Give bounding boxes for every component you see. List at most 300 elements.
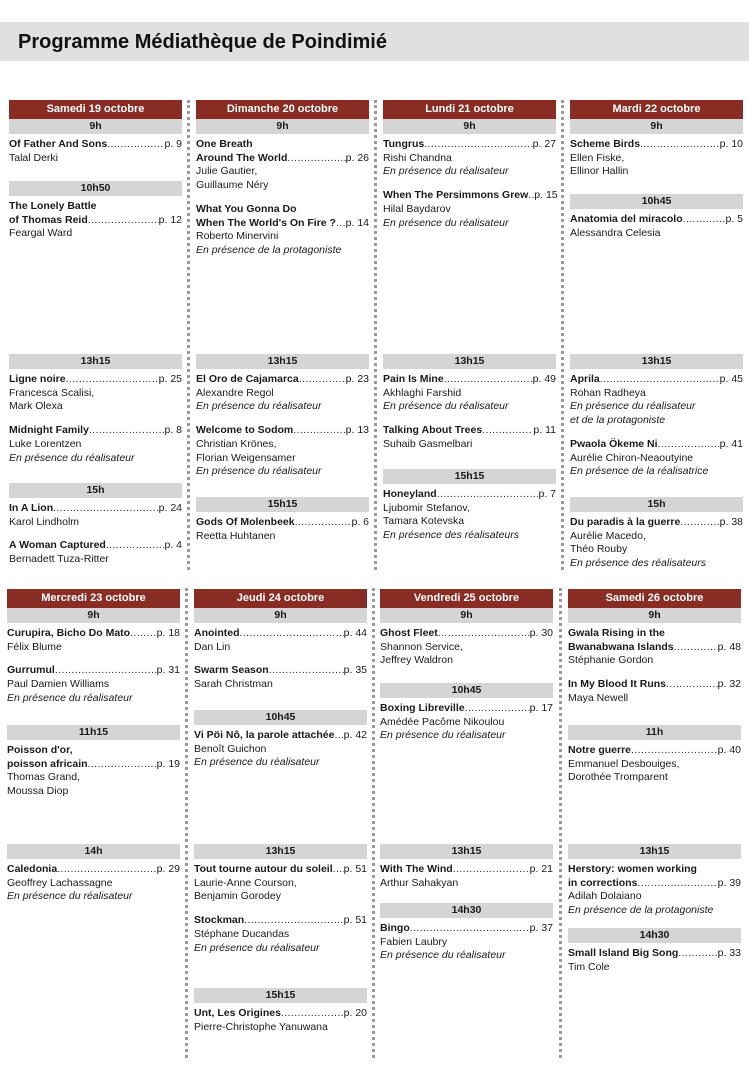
film-title-line (568, 947, 741, 961)
film-title-line (9, 424, 182, 438)
director-name: Christian Krönes, (196, 437, 277, 450)
page-reference: p. 26 (345, 151, 369, 164)
film-title[interactable]: Small Island Big Song (568, 947, 679, 959)
director-name: Stéphane Ducandas (194, 927, 290, 940)
film-title[interactable]: In My Blood It Runs (568, 678, 666, 691)
film-entry[interactable] (570, 213, 743, 240)
director-name: Geoffrey Lachassagne (7, 876, 113, 889)
day-header: Jeudi 24 octobre (194, 589, 367, 608)
presence-note: En présence de la protagoniste (568, 904, 714, 917)
director-name: Adilah Dolaiano (568, 890, 642, 903)
presence-note: En présence du réalisateur (7, 691, 133, 704)
page-reference: p. 21 (529, 863, 553, 875)
film-title-line (570, 516, 743, 530)
director-name: Tamara Kotevska (383, 515, 465, 528)
dot-leader (57, 863, 156, 877)
film-title[interactable]: When The World's On Fire ? (196, 216, 336, 229)
film-title[interactable]: Vi Pöi Nô, la parole attachée (194, 729, 335, 741)
page-reference: p. 17 (529, 702, 553, 714)
time-slot-header: 15h (570, 497, 743, 512)
dot-leader (240, 627, 344, 641)
dot-leader (66, 373, 159, 387)
film-title[interactable]: Caledonia (7, 863, 58, 875)
film-title[interactable]: Herstory: women working (568, 863, 697, 875)
director-name: Feargal Ward (9, 227, 73, 240)
film-title-line (568, 641, 741, 655)
film-title-line (196, 424, 369, 438)
film-title[interactable]: Bingo (380, 922, 410, 934)
film-entry[interactable] (196, 516, 369, 543)
day-column-fri-25 (380, 589, 553, 962)
page-title: Programme Médiathèque de Poindimié (0, 22, 749, 61)
dot-leader (666, 678, 718, 692)
film-title[interactable]: Welcome to Sodom (196, 424, 294, 437)
film-entry[interactable] (383, 373, 556, 414)
column-divider (374, 100, 377, 570)
time-slot-header: 13h15 (194, 844, 367, 859)
film-title-line (196, 217, 369, 231)
director-name: Maya Newell (568, 691, 629, 704)
page-reference: p. 38 (719, 516, 743, 528)
time-slot-header: 15h15 (194, 988, 367, 1003)
film-entry[interactable] (7, 627, 180, 654)
time-slot-header: 13h15 (570, 354, 743, 369)
film-entry[interactable] (9, 424, 182, 465)
director-name: Jeffrey Waldron (380, 654, 453, 667)
film-title-line (380, 627, 553, 641)
time-slot-block (7, 608, 180, 716)
film-title[interactable]: Scheme Birds (570, 138, 641, 150)
film-title-line (380, 702, 553, 716)
dot-leader (287, 152, 345, 166)
film-entry[interactable] (194, 627, 367, 654)
presence-note: En présence du réalisateur (7, 890, 133, 903)
presence-note: En présence de la protagoniste (196, 243, 342, 256)
time-slot-header: 9h (380, 608, 553, 623)
film-title[interactable]: Around The World (196, 151, 288, 164)
dot-leader (631, 744, 718, 758)
film-title[interactable]: Du paradis à la guerre (570, 516, 681, 528)
director-name: Florian Weigensamer (196, 451, 296, 464)
film-title[interactable]: Honeyland (383, 488, 437, 500)
dot-leader (269, 664, 344, 678)
day-column-wed-23 (7, 589, 180, 903)
film-title-line (9, 214, 182, 228)
day-header: Mercredi 23 octobre (7, 589, 180, 608)
film-entry[interactable] (570, 438, 743, 479)
film-entry[interactable] (383, 189, 556, 230)
dot-leader (336, 217, 346, 231)
time-slot-block (383, 119, 556, 240)
time-slot-header: 11h (568, 725, 741, 740)
film-title-line (194, 664, 367, 678)
director-name: Dan Lin (194, 640, 231, 653)
film-title[interactable]: Anatomia del miracolo (570, 213, 683, 225)
director-name: Paul Damien Williams (7, 678, 110, 691)
time-slot-block (568, 844, 741, 928)
page-reference: p. 33 (717, 947, 741, 959)
director-name: Benoît Guichon (194, 742, 267, 755)
time-slot-block (568, 725, 741, 795)
film-title[interactable]: Pwaola Ökeme Ni (570, 437, 658, 450)
dot-leader (107, 138, 164, 152)
time-slot-header: 9h (570, 119, 743, 134)
page-reference: p. 8 (164, 424, 182, 437)
film-title-line (383, 138, 556, 152)
time-slot-header: 15h15 (196, 497, 369, 512)
time-slot-header: 13h15 (380, 844, 553, 859)
time-slot-header: 14h30 (380, 903, 553, 918)
director-name: Fabien Laubry (380, 935, 448, 948)
page-reference: p. 18 (156, 627, 180, 639)
day-column-sat-26 (568, 589, 741, 973)
film-title[interactable]: Tout tourne autour du soleil (194, 863, 333, 875)
page-reference: p. 29 (156, 863, 180, 875)
page-reference: p. 5 (725, 213, 743, 225)
dot-leader (299, 373, 346, 387)
page-reference: p. 19 (156, 757, 180, 770)
time-slot-header: 14h30 (568, 928, 741, 943)
director-name: Guillaume Néry (196, 179, 269, 192)
film-title-line (196, 516, 369, 530)
film-title-line (7, 758, 180, 772)
day-column-mon-21 (383, 100, 558, 542)
page-reference: p. 12 (158, 213, 182, 226)
dot-leader (88, 758, 157, 772)
time-slot-header: 9h (196, 119, 369, 134)
film-title[interactable]: Aprila (570, 373, 600, 385)
column-divider (372, 588, 375, 1058)
film-title[interactable]: El Oro de Cajamarca (196, 373, 299, 385)
film-title-line (9, 138, 182, 152)
director-name: Rohan Radheya (570, 386, 646, 399)
film-title[interactable]: Gods Of Molenbeek (196, 516, 295, 528)
film-entry[interactable] (194, 1007, 367, 1034)
film-entry[interactable] (383, 488, 556, 543)
time-slot-header: 11h15 (7, 725, 180, 740)
time-slot-block (196, 354, 369, 489)
film-entry[interactable] (570, 373, 743, 428)
presence-note: En présence du réalisateur (383, 165, 509, 178)
dot-leader (437, 488, 539, 502)
film-title-line (568, 744, 741, 758)
director-name: Luke Lorentzen (9, 437, 82, 450)
director-name: Emmanuel Desbouiges, (568, 757, 680, 770)
day-column-sun-20 (196, 100, 369, 542)
film-title-line (194, 1007, 367, 1021)
film-title[interactable]: The Lonely Battle (9, 200, 97, 212)
director-name: Laurie-Anne Courson, (194, 876, 297, 889)
film-entry[interactable] (380, 702, 553, 743)
time-slot-header: 9h (7, 608, 180, 623)
dot-leader (658, 438, 720, 452)
film-entry[interactable] (9, 539, 182, 566)
director-name: Pierre-Christophe Yanuwana (194, 1020, 328, 1033)
director-name: Rishi Chandna (383, 151, 452, 164)
dot-leader (334, 729, 343, 743)
film-entry[interactable] (9, 138, 182, 165)
day-header: Dimanche 20 octobre (196, 100, 369, 119)
film-entry[interactable] (9, 502, 182, 529)
director-name: Stéphanie Gordon (568, 654, 654, 667)
director-name: Dorothée Tromparent (568, 771, 668, 784)
page-reference: p. 6 (351, 516, 369, 528)
time-slot-block (380, 903, 553, 973)
day-header: Samedi 19 octobre (9, 100, 182, 119)
presence-note: En présence du réalisateur (570, 400, 696, 413)
film-entry[interactable] (380, 627, 553, 668)
time-slot-header: 15h15 (383, 469, 556, 484)
day-header: Mardi 22 octobre (570, 100, 743, 119)
page-reference: p. 9 (164, 138, 182, 150)
film-title[interactable]: Stockman (194, 914, 245, 927)
time-slot-block (380, 683, 553, 753)
film-entry[interactable] (196, 373, 369, 414)
time-slot-block (9, 483, 182, 577)
film-entry[interactable] (383, 138, 556, 179)
page-reference: p. 51 (343, 914, 367, 927)
director-name: Moussa Diop (7, 785, 69, 798)
director-name: Reetta Huhtanen (196, 529, 276, 542)
film-entry[interactable] (380, 863, 553, 890)
film-entry[interactable] (196, 203, 369, 258)
page-reference: p. 23 (345, 373, 369, 385)
film-title-line (570, 213, 743, 227)
film-title[interactable]: Ligne noire (9, 373, 66, 385)
film-entry[interactable] (568, 627, 741, 668)
film-title[interactable]: When The Persimmons Grew (383, 189, 529, 202)
time-slot-block (380, 608, 553, 678)
film-entry[interactable] (194, 664, 367, 691)
presence-note: En présence du réalisateur (194, 941, 320, 954)
film-title[interactable]: Talking About Trees (383, 424, 483, 437)
director-name: Benjamin Gorodey (194, 890, 281, 903)
dot-leader (453, 863, 530, 877)
time-slot-header: 15h (9, 483, 182, 498)
presence-note: En présence des réalisateurs (570, 557, 706, 570)
dot-leader (89, 424, 165, 438)
presence-note: En présence du réalisateur (196, 465, 322, 478)
dot-leader (674, 641, 718, 655)
film-title[interactable]: With The Wind (380, 863, 453, 875)
presence-note: En présence du réalisateur (194, 756, 320, 769)
film-title[interactable]: Pain Is Mine (383, 373, 444, 385)
dot-leader (88, 214, 159, 228)
dot-leader (281, 1007, 344, 1021)
time-slot-block (196, 497, 369, 553)
film-entry[interactable] (196, 138, 369, 193)
dot-leader (678, 947, 717, 961)
dot-leader (683, 213, 726, 227)
film-entry[interactable] (7, 744, 180, 799)
presence-note: En présence du réalisateur (380, 949, 506, 962)
page-reference: p. 45 (719, 373, 743, 385)
presence-note: En présence du réalisateur (380, 729, 506, 742)
time-slot-block (383, 354, 556, 462)
dot-leader (438, 627, 530, 641)
film-title-line (570, 373, 743, 387)
film-title-line (194, 863, 367, 877)
film-entry[interactable] (7, 664, 180, 705)
time-slot-block (194, 988, 367, 1044)
director-name: Shannon Service, (380, 640, 463, 653)
film-title[interactable]: Boxing Libreville (380, 702, 465, 714)
film-entry[interactable] (9, 373, 182, 414)
director-name: Karol Lindholm (9, 515, 80, 528)
film-title[interactable]: Unt, Les Origines (194, 1007, 281, 1019)
director-name: Hilal Baydarov (383, 202, 451, 215)
page-reference: p. 37 (529, 922, 553, 934)
director-name: Ellinor Hallin (570, 165, 629, 178)
film-entry[interactable] (194, 729, 367, 770)
director-name: Amédée Pacôme Nikoulou (380, 715, 505, 728)
film-title-line (196, 373, 369, 387)
film-title[interactable]: Ghost Fleet (380, 627, 438, 639)
page-reference: p. 31 (156, 664, 180, 677)
film-title-line (9, 373, 182, 387)
page-reference: p. 42 (343, 729, 367, 741)
film-title[interactable]: Midnight Family (9, 424, 89, 437)
page-reference: p. 27 (532, 138, 556, 150)
film-title[interactable]: Gwala Rising in the (568, 627, 665, 639)
time-slot-header: 13h15 (196, 354, 369, 369)
film-title[interactable]: One Breath (196, 138, 253, 150)
time-slot-header: 13h15 (568, 844, 741, 859)
film-title[interactable]: In A Lion (9, 502, 54, 514)
time-slot-block (383, 469, 556, 553)
film-title[interactable]: Swarm Season (194, 664, 269, 677)
day-column-sat-19 (9, 100, 182, 566)
film-title[interactable]: Poisson d'or, (7, 744, 73, 756)
film-entry[interactable] (7, 863, 180, 904)
time-slot-header: 9h (383, 119, 556, 134)
time-slot-block (7, 725, 180, 809)
film-title[interactable]: Bwanabwana Islands (568, 640, 674, 653)
page-reference: p. 10 (719, 138, 743, 150)
film-entry[interactable] (380, 922, 553, 963)
time-slot-block (568, 928, 741, 984)
time-slot-block (194, 710, 367, 780)
film-title[interactable]: Curupira, Bicho Do Mato (7, 627, 131, 639)
film-entry[interactable] (194, 914, 367, 955)
director-name: Francesca Scalisi, (9, 386, 95, 399)
time-slot-header: 14h (7, 844, 180, 859)
film-entry[interactable] (568, 947, 741, 974)
film-entry[interactable] (570, 516, 743, 571)
director-name: Roberto Minervini (196, 230, 279, 243)
page-reference: p. 41 (719, 437, 743, 450)
dot-leader (295, 516, 352, 530)
film-title-line (383, 373, 556, 387)
director-name: Ljubomir Stefanov, (383, 501, 470, 514)
director-name: Théo Rouby (570, 543, 628, 556)
time-slot-block (570, 119, 743, 189)
film-title-line (7, 627, 180, 641)
time-slot-block (9, 354, 182, 475)
page-reference: p. 44 (343, 627, 367, 639)
film-title-line (196, 152, 369, 166)
dot-leader (444, 373, 533, 387)
presence-note: En présence du réalisateur (383, 216, 509, 229)
film-entry[interactable] (570, 138, 743, 179)
page-reference: p. 14 (345, 216, 369, 229)
film-entry[interactable] (9, 200, 182, 241)
film-title[interactable]: What You Gonna Do (196, 202, 297, 215)
film-title[interactable]: A Woman Captured (9, 539, 106, 552)
director-name: Thomas Grand, (7, 771, 80, 784)
presence-note: En présence du réalisateur (9, 451, 135, 464)
film-title-line (9, 502, 182, 516)
director-name: Bernadett Tuza-Ritter (9, 553, 109, 566)
dot-leader (244, 914, 343, 928)
director-name: Akhlaghi Farshid (383, 386, 462, 399)
presence-note: En présence du réalisateur (196, 400, 322, 413)
director-name: Félix Blume (7, 640, 62, 653)
director-name: Tim Cole (568, 960, 610, 973)
presence-note: et de la protagoniste (570, 414, 666, 427)
time-slot-block (570, 497, 743, 581)
film-title[interactable]: Gurrumul (7, 664, 55, 677)
film-title[interactable]: Of Father And Sons (9, 138, 108, 150)
time-slot-block (7, 844, 180, 914)
film-entry[interactable] (568, 863, 741, 918)
film-entry[interactable] (568, 744, 741, 785)
film-entry[interactable] (383, 424, 556, 451)
dot-leader (106, 539, 165, 553)
film-title-line (7, 664, 180, 678)
dot-leader (293, 424, 345, 438)
film-entry[interactable] (194, 863, 367, 904)
film-title[interactable]: of Thomas Reid (9, 213, 88, 226)
page-reference: p. 13 (345, 424, 369, 437)
film-title-line (383, 488, 556, 502)
page-reference: p. 30 (529, 627, 553, 639)
film-title-line (383, 424, 556, 438)
time-slot-block (9, 181, 182, 251)
page-reference: p. 11 (533, 424, 556, 437)
page-reference: p. 39 (717, 876, 741, 889)
film-entry[interactable] (568, 678, 741, 705)
dot-leader (640, 138, 720, 152)
time-slot-header: 13h15 (383, 354, 556, 369)
dot-leader (424, 138, 532, 152)
page-reference: p. 7 (538, 488, 556, 500)
time-slot-block (196, 119, 369, 268)
film-title[interactable]: Anointed (194, 627, 240, 639)
page-reference: p. 25 (158, 373, 182, 385)
time-slot-header: 10h50 (9, 181, 182, 196)
film-title-line (194, 627, 367, 641)
director-name: Alessandra Celesia (570, 226, 661, 239)
film-title[interactable]: poisson africain (7, 757, 88, 770)
time-slot-header: 13h15 (9, 354, 182, 369)
time-slot-block (568, 608, 741, 716)
film-title-line (194, 914, 367, 928)
film-title-line (7, 863, 180, 877)
film-title[interactable]: in corrections (568, 876, 638, 889)
time-slot-header: 9h (568, 608, 741, 623)
presence-note: En présence de la réalisatrice (570, 465, 709, 478)
film-title-line (570, 138, 743, 152)
day-column-tue-22 (570, 100, 743, 570)
film-entry[interactable] (196, 424, 369, 479)
page-reference: p. 35 (343, 664, 367, 677)
presence-note: En présence des réalisateurs (383, 529, 519, 542)
dot-leader (55, 664, 157, 678)
time-slot-header: 9h (9, 119, 182, 134)
film-title[interactable]: Notre guerre (568, 744, 632, 756)
film-title[interactable]: Tungrus (383, 138, 425, 150)
